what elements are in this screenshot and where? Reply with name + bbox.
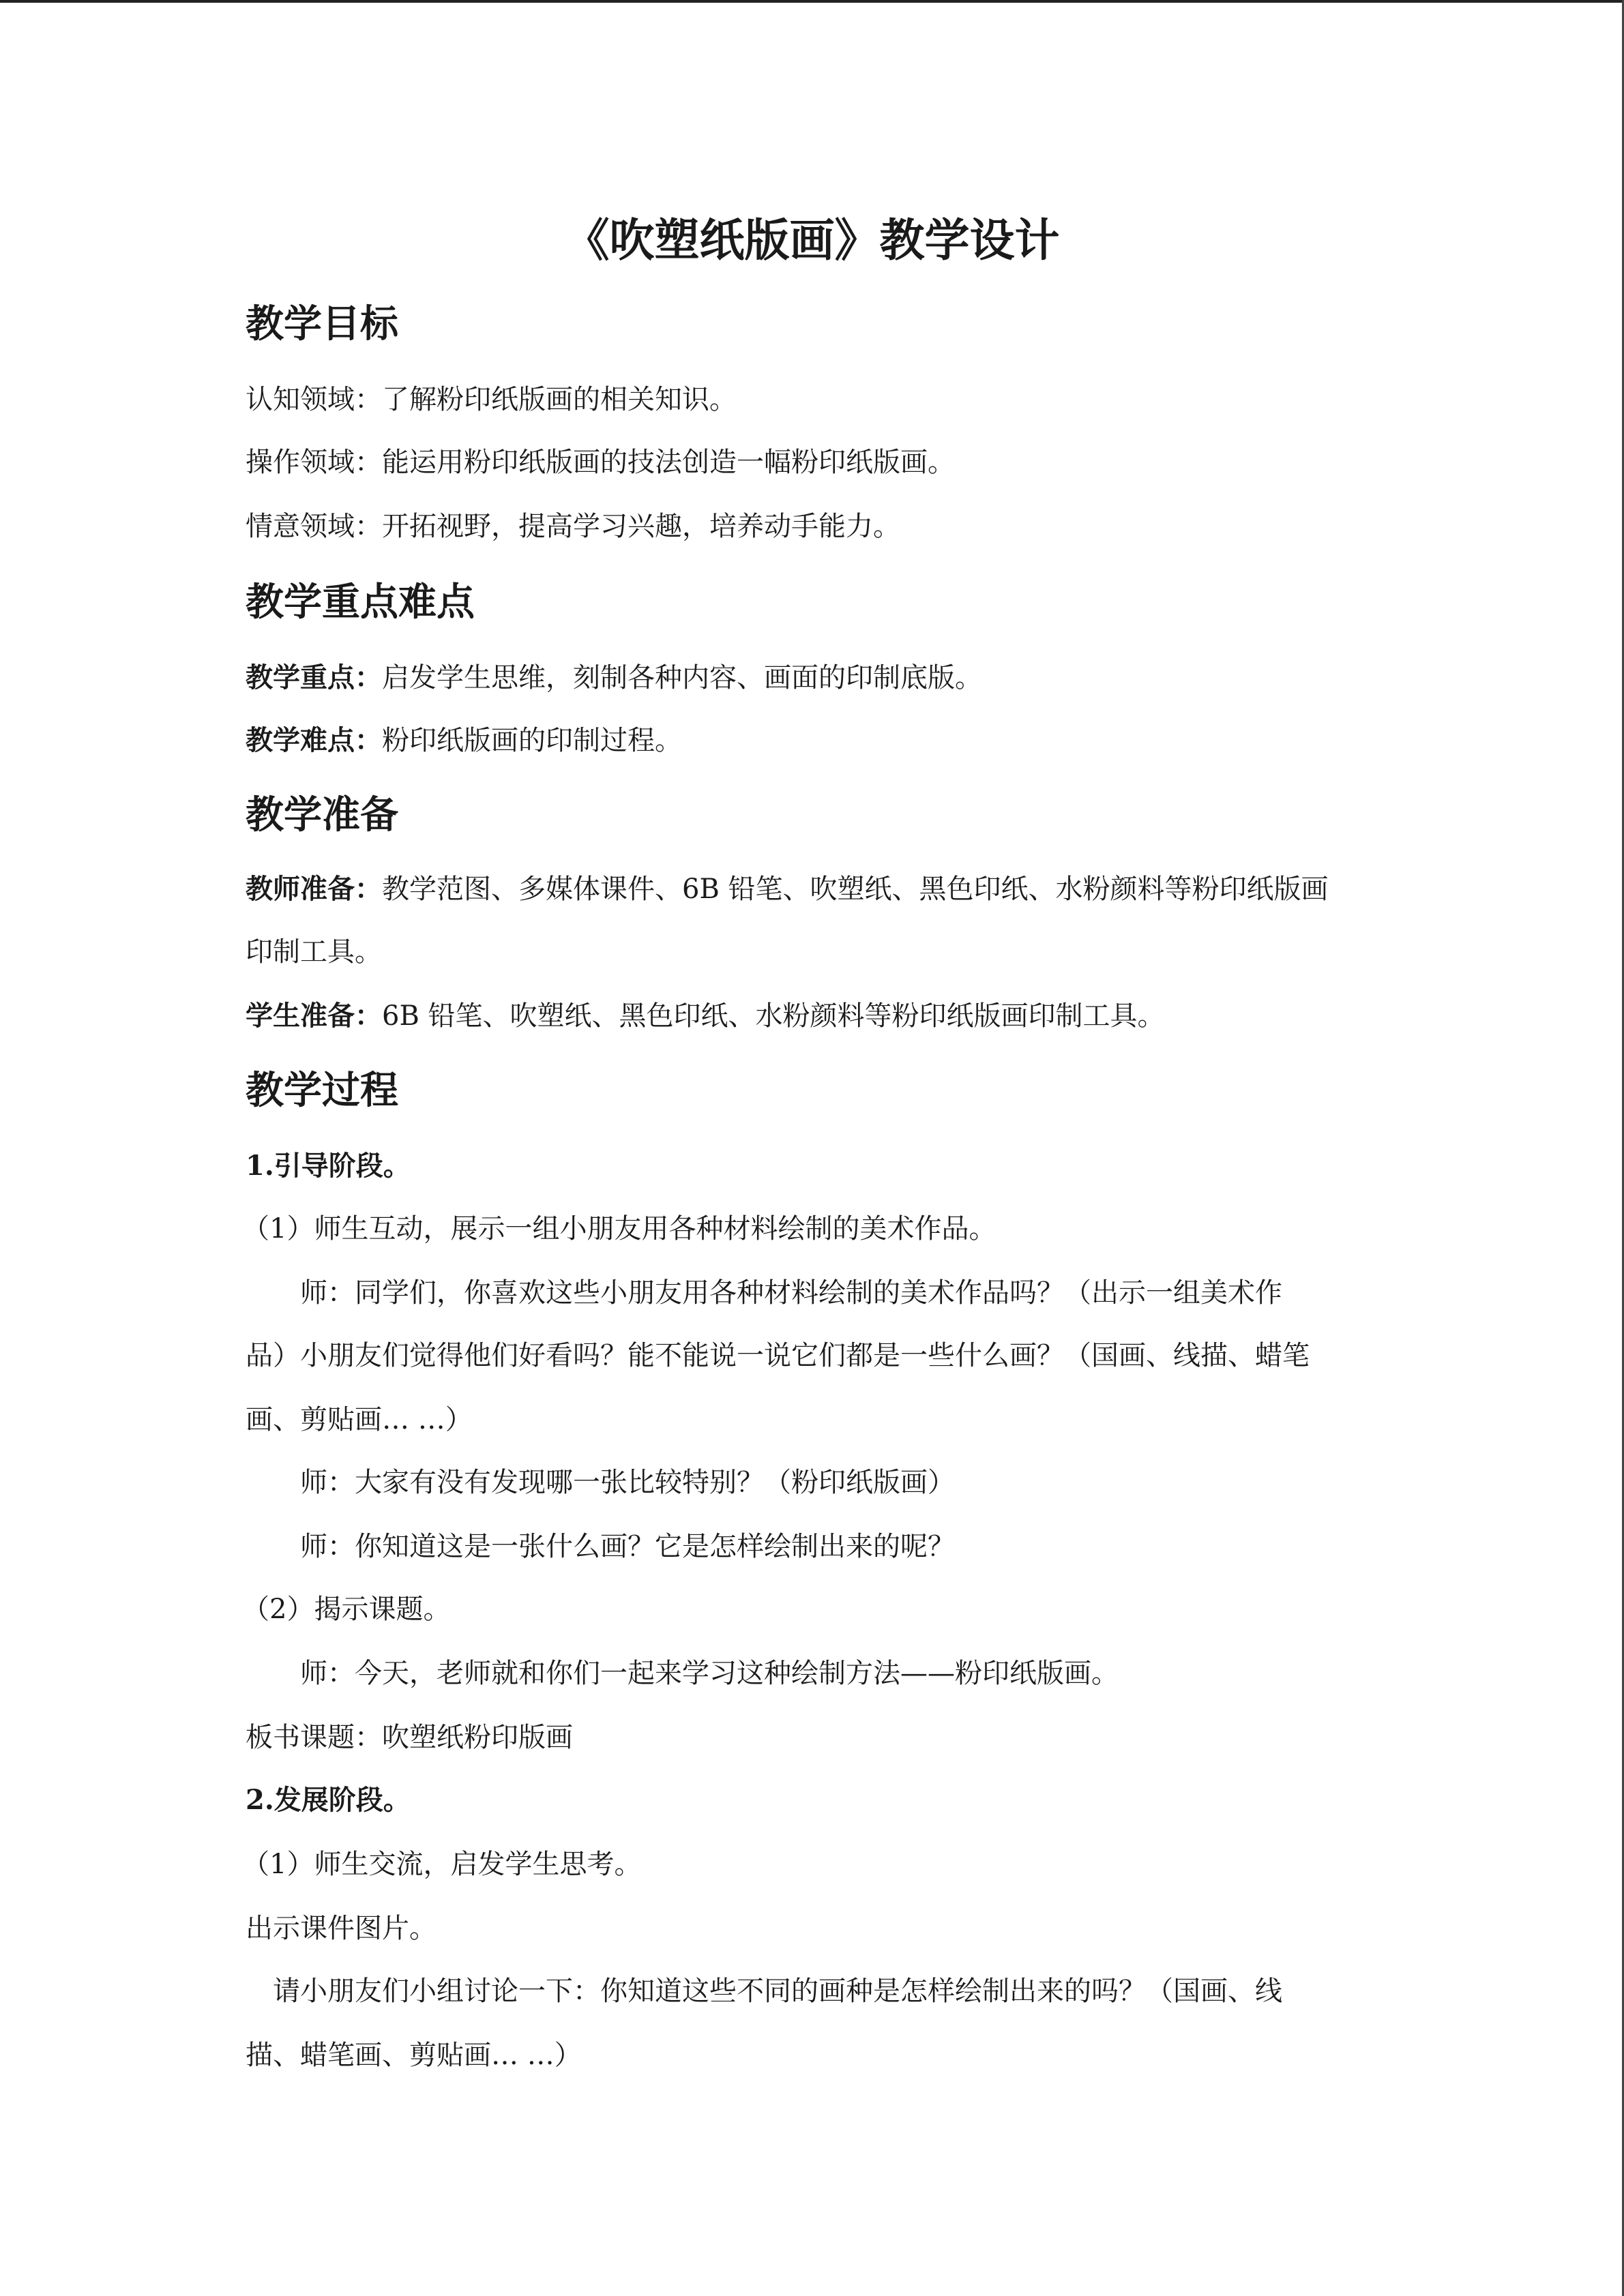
stage1-paragraph1-line2: 品）小朋友们觉得他们好看吗？能不能说一说它们都是一些什么画？（国画、线描、蜡笔 (246, 1340, 1310, 1371)
stage1-paragraph1-line3: 画、剪贴画… …） (246, 1404, 473, 1435)
stage1-paragraph3: 师：你知道这是一张什么画？它是怎样绘制出来的呢？ (300, 1531, 955, 1562)
key-focus-text: 启发学生思维，刻制各种内容、画面的印制底版。 (382, 662, 982, 694)
heading-teaching-goals: 教学目标 (246, 301, 398, 346)
key-difficulty (246, 723, 682, 758)
key-focus (246, 660, 982, 696)
stage1-item2: （2）揭示课题。 (242, 1594, 451, 1625)
goal-operation: 操作领域：能运用粉印纸版画的技法创造一幅粉印纸版画。 (246, 447, 955, 478)
board-title: 板书课题：吹塑纸粉印版画 (246, 1722, 573, 1753)
prep-student-text: 6B 铅笔、吹塑纸、黑色印纸、水粉颜料等粉印纸版画印制工具。 (382, 1000, 1165, 1032)
stage1-item1: （1）师生互动，展示一组小朋友用各种材料绘制的美术作品。 (242, 1213, 996, 1244)
page-top-border (0, 0, 1624, 3)
stage2-paragraph2-line2: 描、蜡笔画、剪贴画… …） (246, 2040, 582, 2071)
heading-preparation: 教学准备 (246, 792, 398, 837)
goal-cognitive: 认知领域：了解粉印纸版画的相关知识。 (246, 384, 737, 415)
key-focus-label: 教学重点： (246, 661, 382, 694)
stage1-paragraph1-line1: 师：同学们，你喜欢这些小朋友用各种材料绘制的美术作品吗？（出示一组美术作 (300, 1277, 1282, 1309)
goal-emotion: 情意领域：开拓视野，提高学习兴趣，培养动手能力。 (246, 511, 900, 542)
prep-student-label: 学生准备： (246, 1000, 382, 1032)
stage2-paragraph2-line1: 请小朋友们小组讨论一下：你知道这些不同的画种是怎样绘制出来的吗？（国画、线 (273, 1976, 1282, 2007)
key-difficulty-label: 教学难点： (246, 724, 382, 756)
heading-key-points: 教学重点难点 (246, 580, 475, 625)
prep-teacher (246, 871, 1329, 907)
stage1-title: 1.引导阶段。 (246, 1150, 411, 1182)
stage1-paragraph2: 师：大家有没有发现哪一张比较特别？（粉印纸版画） (300, 1467, 955, 1498)
stage1-paragraph4: 师：今天，老师就和你们一起来学习这种绘制方法——粉印纸版画。 (300, 1658, 1119, 1689)
prep-teacher-label: 教师准备： (246, 873, 382, 905)
prep-teacher-continued: 印制工具。 (246, 936, 382, 968)
heading-process: 教学过程 (246, 1068, 398, 1113)
key-difficulty-text: 粉印纸版画的印制过程。 (382, 725, 682, 756)
prep-teacher-text: 教学范图、多媒体课件、6B 铅笔、吹塑纸、黑色印纸、水粉颜料等粉印纸版画 (382, 874, 1329, 905)
stage2-title: 2.发展阶段。 (246, 1784, 411, 1816)
prep-student (246, 998, 1165, 1034)
stage2-item1: （1）师生交流，启发学生思考。 (242, 1849, 642, 1880)
stage2-paragraph1: 出示课件图片。 (246, 1913, 437, 1944)
document-title: 《吹塑纸版画》教学设计 (564, 213, 1060, 267)
